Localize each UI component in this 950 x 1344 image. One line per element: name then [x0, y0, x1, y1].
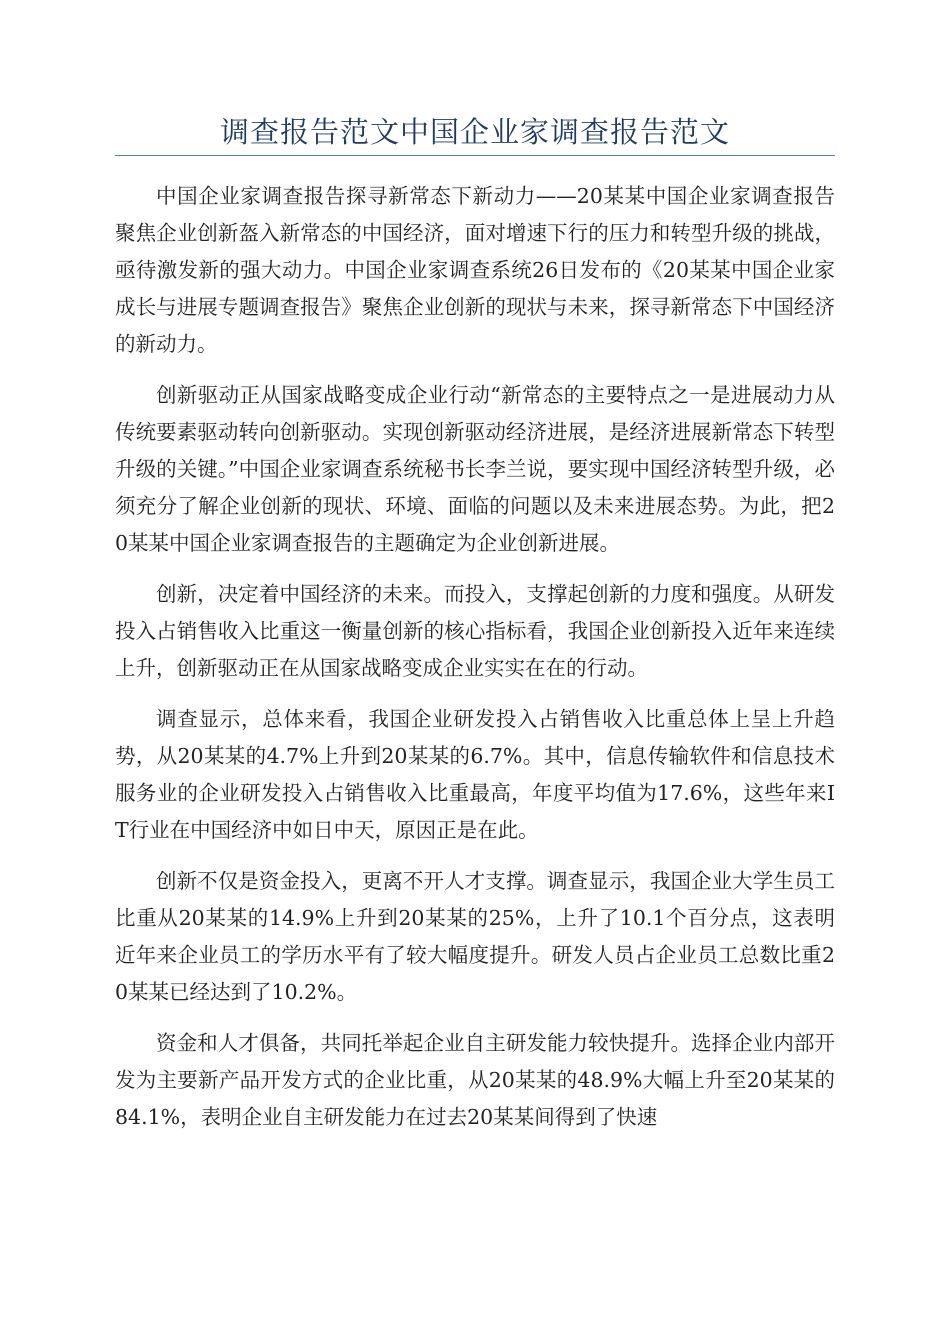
title-underline [115, 155, 835, 156]
paragraph-2: 创新驱动正从国家战略变成企业行动“新常态的主要特点之一是进展动力从传统要素驱动转向创新驱动。实现创新驱动经济进展，是经济进展新常态下转型升级的关键。”中国企业家调查系统秘书长李兰说，要实现中国经济转型升级，必须充分了解企业创新的现状、环境、面临的问题以及未来进展态势。为此，把20某某中国企业家调查报告的主题确定为企业创新进展。 [115, 383, 835, 555]
document-title: 调查报告范文中国企业家调查报告范文 [219, 115, 730, 149]
paragraph-3: 创新，决定着中国经济的未来。而投入，支撑起创新的力度和强度。从研发投入占销售收入比重这一衡量创新的核心指标看，我国企业创新投入近年来连续上升，创新驱动正在从国家战略变成企业实实在在的行动。 [115, 582, 835, 680]
paragraph-5: 创新不仅是资金投入，更离不开人才支撑。调查显示，我国企业大学生员工比重从20某某的14.9%上升到20某某的25%，上升了10.1个百分点，这表明近年来企业员工的学历水平有了较大幅度提升。研发人员占企业员工总数比重20某某已经达到了10.2%。 [115, 869, 835, 1004]
paragraph-1: 中国企业家调查报告探寻新常态下新动力——20某某中国企业家调查报告聚焦企业创新盔入新常态的中国经济，面对增速下行的压力和转型升级的挑战，亟待激发新的强大动力。中国企业家调查系统26日发布的《20某某中国企业家成长与进展专题调查报告》聚焦企业创新的现状与未来，探寻新常态下中国经济的新动力。 [115, 184, 835, 356]
paragraph-6: 资金和人才俱备，共同托举起企业自主研发能力较快提升。选择企业内部开发为主要新产品开发方式的企业比重，从20某某的48.9%大幅上升至20某某的84.1%，表明企业自主研发能力在过去20某某间得到了快速 [115, 1031, 835, 1129]
paragraph-4: 调查显示，总体来看，我国企业研发投入占销售收入比重总体上呈上升趋势，从20某某的4.7%上升到20某某的6.7%。其中，信息传输软件和信息技术服务业的企业研发投入占销售收入比重最高，年度平均值为17.6%，这些年来IT行业在中国经济中如日中天，原因正是在此。 [115, 707, 835, 842]
document-body [115, 178, 835, 1150]
